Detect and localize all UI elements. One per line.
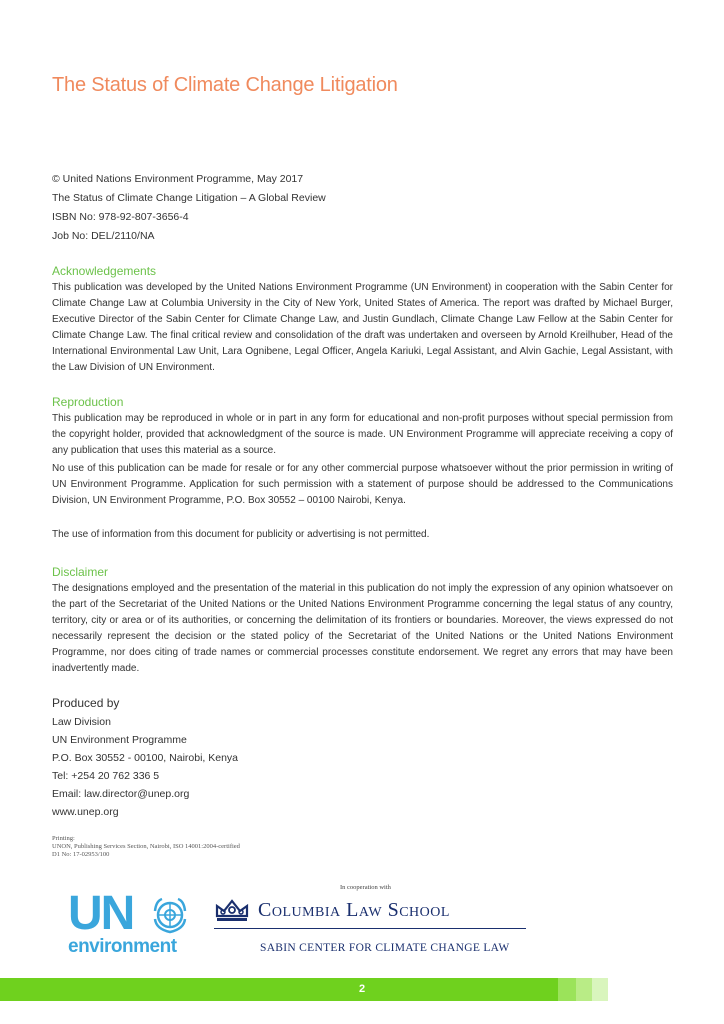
printing-label: Printing: bbox=[52, 835, 75, 842]
reproduction-heading: Reproduction bbox=[52, 395, 124, 409]
un-environment-logo bbox=[68, 887, 192, 962]
un-emblem-icon bbox=[150, 895, 190, 935]
acknowledgements-heading: Acknowledgements bbox=[52, 264, 157, 278]
produced-by-heading: Produced by bbox=[52, 696, 120, 710]
produced-line: Tel: +254 20 762 336 5 bbox=[52, 770, 160, 782]
printing-info bbox=[52, 835, 240, 859]
reproduction-section bbox=[52, 394, 673, 543]
crown-icon bbox=[214, 898, 250, 924]
page-number: 2 bbox=[358, 983, 366, 995]
report-line: The Status of Climate Change Litigation – A Global Review bbox=[52, 192, 326, 204]
sabin-center-name: SABIN CENTER FOR CLIMATE CHANGE LAW bbox=[260, 942, 510, 954]
reproduction-text-1: This publication may be reproduced in whole or in part in any form for educational and non-profit purposes without special permission from the copyright holder, provided that acknowledgment of the source is made. UN Environment Programme will appreciate receiving a copy of any publication that uses this material as a source. bbox=[52, 413, 673, 456]
reproduction-text-2: No use of this publication can be made for resale or for any other commercial purpose whatsoever without the prior permission in writing of UN Environment Programme. Application for such permission with a statement of purpose should be addressed to the Communications Division, UN Environment Programme, P.O. Box 30552 – 00100 Nairobi, Kenya. bbox=[52, 463, 673, 506]
disclaimer-section bbox=[52, 564, 673, 677]
environment-logo-text: environment bbox=[68, 936, 177, 957]
publication-meta bbox=[52, 170, 326, 246]
columbia-law-name: Columbia Law School bbox=[258, 899, 450, 921]
copyright-line: © United Nations Environment Programme, May 2017 bbox=[52, 173, 304, 185]
produced-by-section bbox=[52, 694, 673, 821]
produced-line: www.unep.org bbox=[52, 806, 119, 818]
logo-divider bbox=[214, 928, 526, 929]
isbn-line: ISBN No: 978-92-807-3656-4 bbox=[52, 211, 189, 223]
printing-line-1: UNON, Publishing Services Section, Nairobi, ISO 14001:2004-certified bbox=[52, 843, 240, 850]
produced-line: Law Division bbox=[52, 716, 111, 728]
page-title: The Status of Climate Change Litigation bbox=[52, 74, 398, 96]
disclaimer-text: The designations employed and the presentation of the material in this publication do not imply the expression of any opinion whatsoever on the part of the Secretariat of the United Nations or the United Nations Environment Programme concerning the legal status of any country, territory, city or area or of its authorities, or concerning the delimitation of its frontiers or boundaries. Moreover, the views expressed do not necessarily represent the decision or the stated policy of the Secretariat of the United Nations or the United Nations Environment Programme, nor does citing of trade names or commercial processes constitute endorsement. We regret any errors that may have been inadvertently made. bbox=[52, 583, 673, 674]
produced-line: Email: law.director@unep.org bbox=[52, 788, 190, 800]
un-logo-text: UN bbox=[68, 887, 134, 940]
produced-line: UN Environment Programme bbox=[52, 734, 187, 746]
printing-line-2: D1 No: 17-02953/100 bbox=[52, 851, 110, 858]
acknowledgements-section bbox=[52, 263, 673, 376]
produced-line: P.O. Box 30552 - 00100, Nairobi, Kenya bbox=[52, 752, 239, 764]
cooperation-label: In cooperation with bbox=[340, 884, 391, 891]
reproduction-text-3: The use of information from this document for publicity or advertising is not permitted. bbox=[52, 529, 430, 540]
disclaimer-heading: Disclaimer bbox=[52, 565, 109, 579]
acknowledgements-text: This publication was developed by the United Nations Environment Programme (UN Environment) in cooperation with the Sabin Center for Climate Change Law at Columbia University in the City of New York, United States of America. The report was drafted by Michael Burger, Executive Director of the Sabin Center for Climate Change Law, and Justin Gundlach, Climate Change Law Fellow at the Sabin Center for Climate Change Law. The final critical review and consolidation of the draft was undertaken and overseen by Arnold Kreilhuber, Head of the International Environmental Law Unit, Lara Ognibene, Legal Officer, Angela Kariuki, Legal Assistant, and Alvin Gachie, Legal Assistant, with the Law Division of UN Environment. bbox=[52, 282, 673, 373]
job-line: Job No: DEL/2110/NA bbox=[52, 230, 155, 242]
